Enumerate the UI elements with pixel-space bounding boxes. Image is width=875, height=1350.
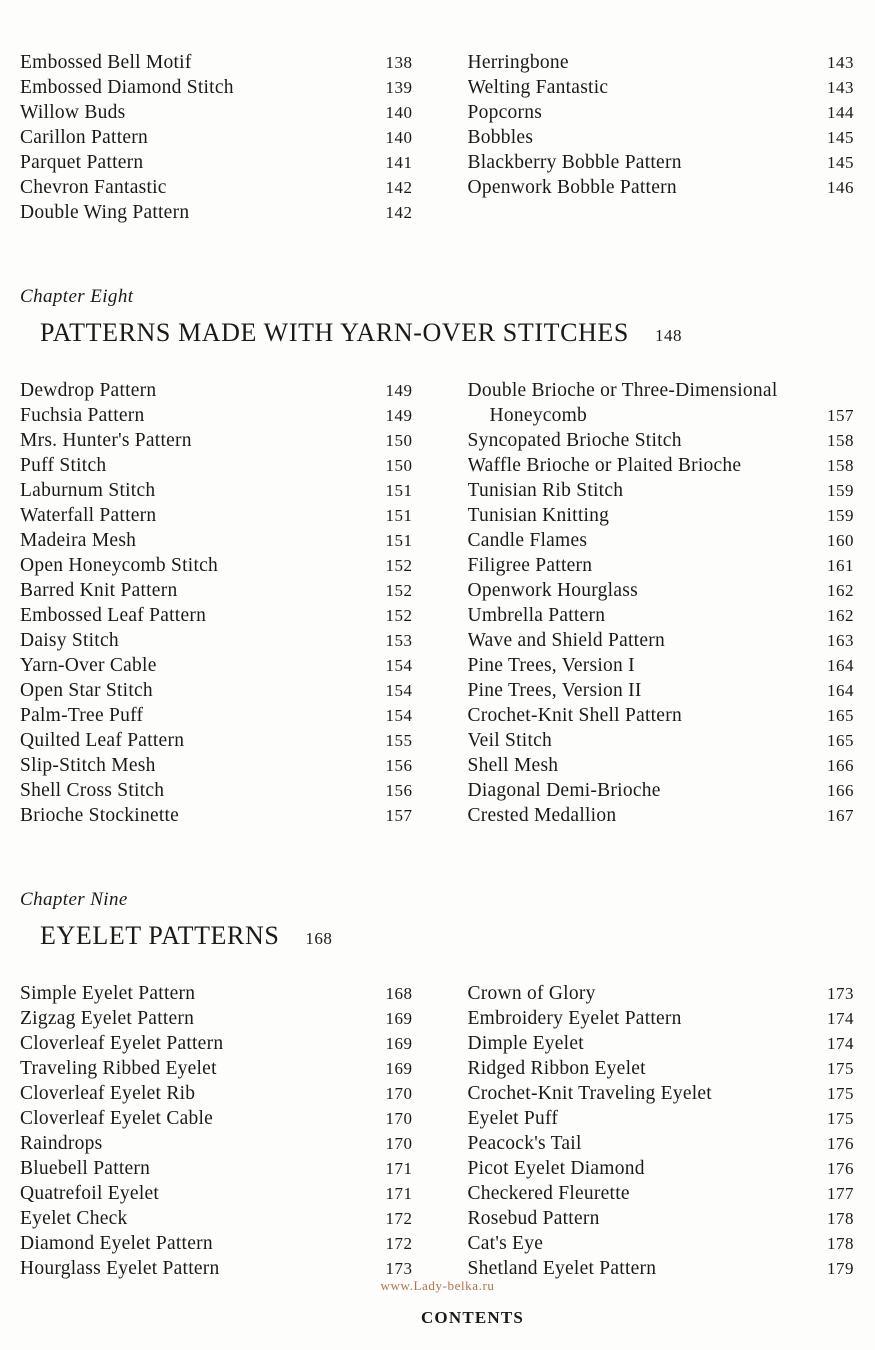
entry-page-number: 174 (827, 1034, 854, 1053)
entry-page-number: 163 (827, 631, 854, 650)
contents-entry[interactable] (20, 378, 420, 403)
entry-page-number: 143 (827, 78, 854, 97)
contents-entry[interactable] (468, 1206, 862, 1231)
entry-title: Filigree Pattern (467, 555, 593, 576)
entry-page-number: 142 (385, 178, 413, 197)
entry-title: Laburnum Stitch (20, 480, 156, 501)
entry-page-number: 165 (827, 731, 854, 750)
contents-entry[interactable] (468, 1081, 862, 1106)
entry-title: Waterfall Pattern (20, 505, 157, 526)
contents-entry[interactable] (20, 1006, 420, 1031)
contents-entry[interactable] (468, 1231, 862, 1256)
entry-title: Wave and Shield Pattern (467, 630, 666, 651)
contents-entry[interactable] (468, 981, 862, 1006)
entry-title: Double Wing Pattern (20, 202, 190, 223)
contents-entry[interactable] (20, 478, 420, 503)
entry-title: Traveling Ribbed Eyelet (20, 1058, 217, 1079)
entry-title: Open Star Stitch (20, 680, 153, 701)
contents-entry[interactable] (468, 628, 862, 653)
contents-entry[interactable] (20, 578, 420, 603)
contents-entry[interactable] (20, 778, 420, 803)
entry-title: Popcorns (467, 102, 543, 123)
entry-page-number: 142 (385, 203, 413, 222)
contents-entry[interactable] (468, 753, 862, 778)
contents-entry[interactable] (468, 728, 862, 753)
page-footer (0, 1308, 875, 1328)
entry-title: Carillon Pattern (20, 127, 149, 148)
chapter-label: Chapter Eight (20, 286, 134, 307)
contents-entry[interactable] (20, 50, 420, 75)
entry-column-left (0, 981, 438, 1281)
entry-title: Chevron Fantastic (20, 177, 167, 198)
entry-page-number: 159 (827, 481, 854, 500)
entry-page-number: 152 (385, 556, 413, 575)
entry-page-number: 160 (827, 531, 854, 550)
contents-entry[interactable] (20, 403, 420, 428)
contents-entry[interactable] (468, 1181, 862, 1206)
entry-page-number: 177 (827, 1184, 854, 1203)
entry-page-number: 149 (385, 406, 413, 425)
contents-entry[interactable] (20, 200, 420, 225)
entry-page-number: 161 (827, 556, 854, 575)
entry-page-number: 155 (385, 731, 413, 750)
entry-title: Puff Stitch (20, 455, 107, 476)
entry-page-number: 151 (385, 506, 413, 525)
entry-page-number: 138 (385, 53, 413, 72)
entry-block-chapter-eight (0, 378, 875, 828)
contents-entry[interactable] (468, 703, 862, 728)
contents-entry[interactable] (468, 175, 862, 200)
entry-page-number: 159 (827, 506, 854, 525)
contents-entry[interactable] (20, 150, 420, 175)
contents-entry[interactable] (20, 528, 420, 553)
contents-entry[interactable] (468, 1031, 862, 1056)
entry-title: Shell Mesh (467, 755, 559, 776)
contents-entry[interactable] (20, 125, 420, 150)
entry-title: Checkered Fleurette (467, 1183, 630, 1204)
entry-page-number: 166 (827, 781, 854, 800)
contents-entry[interactable] (20, 1131, 420, 1156)
entry-page-number: 158 (827, 431, 854, 450)
contents-entry[interactable] (468, 678, 862, 703)
entry-page-number: 170 (385, 1109, 413, 1128)
entry-title: Umbrella Pattern (467, 605, 606, 626)
entry-page-number: 156 (385, 781, 413, 800)
entry-page-number: 178 (827, 1234, 854, 1253)
entry-page-number: 152 (385, 581, 413, 600)
entry-page-number: 172 (385, 1209, 413, 1228)
entry-title: Welting Fantastic (467, 77, 609, 98)
contents-entry[interactable] (20, 453, 420, 478)
entry-page-number: 162 (827, 581, 854, 600)
entry-page-number: 146 (827, 178, 854, 197)
contents-entry[interactable] (468, 125, 862, 150)
contents-entry[interactable] (468, 653, 862, 678)
entry-title: Barred Knit Pattern (20, 580, 178, 601)
entry-title: Tunisian Knitting (467, 505, 610, 526)
entry-title: Honeycomb (489, 405, 588, 426)
entry-page-number: 158 (827, 456, 854, 475)
entry-title: Double Brioche or Three-Dimensional (467, 380, 778, 401)
chapter-page-number: 148 (654, 326, 682, 345)
contents-entry[interactable] (468, 803, 862, 828)
entry-title: Brioche Stockinette (20, 805, 180, 826)
contents-entry[interactable] (20, 1031, 420, 1056)
contents-entry[interactable] (20, 603, 420, 628)
entry-page-number: 140 (385, 103, 413, 122)
entry-title: Quatrefoil Eyelet (20, 1183, 160, 1204)
entry-title: Candle Flames (467, 530, 588, 551)
entry-page-number: 169 (385, 1034, 413, 1053)
entry-title: Eyelet Check (20, 1208, 128, 1229)
entry-title: Embossed Diamond Stitch (20, 77, 234, 98)
entry-page-number: 144 (827, 103, 854, 122)
chapter-title-row (0, 921, 875, 951)
contents-entry[interactable] (20, 175, 420, 200)
contents-entry[interactable] (468, 528, 862, 553)
entry-page-number: 174 (827, 1009, 854, 1028)
contents-entry[interactable] (20, 1181, 420, 1206)
entry-page-number: 143 (827, 53, 854, 72)
entry-page-number: 178 (827, 1209, 854, 1228)
entry-column-right (438, 981, 875, 1281)
chapter-nine-heading (0, 889, 875, 951)
entry-page-number: 171 (385, 1159, 413, 1178)
contents-entry[interactable] (468, 778, 862, 803)
contents-entry[interactable] (468, 553, 862, 578)
entry-title: Zigzag Eyelet Pattern (20, 1008, 195, 1029)
entry-title: Crown of Glory (467, 983, 596, 1004)
entry-title: Openwork Hourglass (467, 580, 638, 601)
entry-page-number: 140 (385, 128, 413, 147)
entry-page-number: 176 (827, 1159, 854, 1178)
contents-entry[interactable] (468, 603, 862, 628)
chapter-page-number: 168 (305, 929, 333, 948)
entry-title: Embossed Leaf Pattern (20, 605, 207, 626)
entry-page-number: 169 (385, 1009, 413, 1028)
chapter-title: PATTERNS MADE WITH YARN-OVER STITCHES (40, 318, 629, 347)
entry-title: Rosebud Pattern (467, 1208, 600, 1229)
entry-page-number: 171 (385, 1184, 413, 1203)
entry-title: Dimple Eyelet (467, 1033, 584, 1054)
contents-entry[interactable] (20, 503, 420, 528)
entry-title: Picot Eyelet Diamond (467, 1158, 645, 1179)
entry-page-number: 151 (385, 531, 413, 550)
contents-entry[interactable] (468, 1131, 862, 1156)
entry-page-number: 150 (385, 456, 413, 475)
entry-page-number: 168 (385, 984, 413, 1003)
entry-page-number: 151 (385, 481, 413, 500)
entry-title: Tunisian Rib Stitch (467, 480, 624, 501)
entry-title: Waffle Brioche or Plaited Brioche (467, 455, 742, 476)
entry-title: Peacock's Tail (467, 1133, 582, 1154)
entry-page-number: 175 (827, 1109, 854, 1128)
entry-title: Raindrops (20, 1133, 103, 1154)
contents-entry[interactable] (20, 553, 420, 578)
entry-block-continued (0, 50, 875, 225)
contents-entry[interactable] (468, 1106, 862, 1131)
entry-title: Dewdrop Pattern (20, 380, 157, 401)
chapter-label: Chapter Nine (20, 889, 128, 910)
entry-title: Pine Trees, Version II (467, 680, 642, 701)
contents-entry[interactable] (20, 753, 420, 778)
contents-entry[interactable] (20, 100, 420, 125)
contents-entry[interactable] (468, 150, 862, 175)
chapter-title: EYELET PATTERNS (40, 921, 280, 950)
entry-column-left (0, 378, 438, 828)
contents-entry[interactable] (20, 75, 420, 100)
entry-page-number: 145 (827, 153, 854, 172)
contents-entry[interactable] (20, 1231, 420, 1256)
entry-page-number: 165 (827, 706, 854, 725)
entry-page-number: 170 (385, 1134, 413, 1153)
entry-title: Parquet Pattern (20, 152, 144, 173)
entry-page-number: 176 (827, 1134, 854, 1153)
entry-block-chapter-nine (0, 981, 875, 1281)
entry-page-number: 172 (385, 1234, 413, 1253)
entry-title: Crested Medallion (467, 805, 617, 826)
entry-title: Crochet-Knit Shell Pattern (467, 705, 682, 726)
entry-page-number: 157 (385, 806, 413, 825)
contents-entry[interactable] (20, 803, 420, 828)
footer-label: CONTENTS (420, 1308, 525, 1327)
entry-page-number: 156 (385, 756, 413, 775)
entry-page-number: 157 (827, 406, 854, 425)
entry-page-number: 170 (385, 1084, 413, 1103)
entry-title: Embossed Bell Motif (20, 52, 192, 73)
entry-title: Pine Trees, Version I (467, 655, 635, 676)
contents-entry[interactable] (20, 728, 420, 753)
entry-page-number: 139 (385, 78, 413, 97)
entry-title: Veil Stitch (467, 730, 553, 751)
entry-title: Slip-Stitch Mesh (20, 755, 156, 776)
entry-title: Quilted Leaf Pattern (20, 730, 185, 751)
entry-page-number: 173 (385, 1259, 413, 1278)
entry-page-number: 167 (827, 806, 854, 825)
watermark: www.Lady-belka.ru (380, 1278, 495, 1293)
entry-title: Shetland Eyelet Pattern (467, 1258, 657, 1279)
entry-page-number: 169 (385, 1059, 413, 1078)
entry-page-number: 145 (827, 128, 854, 147)
entry-title: Embroidery Eyelet Pattern (467, 1008, 682, 1029)
entry-title: Willow Buds (20, 102, 126, 123)
contents-entry[interactable] (20, 981, 420, 1006)
entry-title: Simple Eyelet Pattern (20, 983, 196, 1004)
entry-title: Hourglass Eyelet Pattern (20, 1258, 220, 1279)
entry-title: Openwork Bobble Pattern (467, 177, 677, 198)
contents-entry[interactable] (468, 75, 862, 100)
entry-title: Herringbone (467, 52, 569, 73)
entry-title: Ridged Ribbon Eyelet (467, 1058, 646, 1079)
chapter-title-row (0, 318, 875, 348)
entry-title: Open Honeycomb Stitch (20, 555, 219, 576)
entry-title: Cloverleaf Eyelet Cable (20, 1108, 214, 1129)
contents-entry[interactable] (20, 1081, 420, 1106)
chapter-eight-heading (0, 286, 875, 348)
entry-column-right (438, 378, 875, 828)
contents-entry[interactable] (468, 428, 862, 453)
entry-title: Diagonal Demi-Brioche (467, 780, 661, 801)
entry-page-number: 154 (385, 706, 413, 725)
entry-page-number: 149 (385, 381, 413, 400)
entry-title: Mrs. Hunter's Pattern (20, 430, 192, 451)
entry-column-left (0, 50, 438, 225)
contents-entry[interactable] (468, 378, 862, 403)
contents-entry[interactable] (20, 1156, 420, 1181)
entry-title: Bluebell Pattern (20, 1158, 151, 1179)
contents-entry[interactable] (468, 403, 862, 428)
contents-entry[interactable] (468, 453, 862, 478)
contents-entry[interactable] (468, 478, 862, 503)
entry-title: Cat's Eye (467, 1233, 544, 1254)
entry-page-number: 141 (385, 153, 413, 172)
contents-entry[interactable] (20, 678, 420, 703)
entry-title: Cloverleaf Eyelet Pattern (20, 1033, 224, 1054)
contents-entry[interactable] (468, 1056, 862, 1081)
entry-page-number: 164 (827, 656, 854, 675)
entry-page-number: 173 (827, 984, 854, 1003)
entry-page-number: 179 (827, 1259, 854, 1278)
entry-page-number: 152 (385, 606, 413, 625)
entry-title: Palm-Tree Puff (20, 705, 144, 726)
entry-title: Daisy Stitch (20, 630, 119, 651)
entry-title: Cloverleaf Eyelet Rib (20, 1083, 196, 1104)
contents-entry[interactable] (468, 1006, 862, 1031)
contents-entry[interactable] (20, 653, 420, 678)
entry-page-number: 150 (385, 431, 413, 450)
entry-page-number: 175 (827, 1059, 854, 1078)
contents-entry[interactable] (20, 1056, 420, 1081)
entry-page-number: 162 (827, 606, 854, 625)
entry-title: Fuchsia Pattern (20, 405, 145, 426)
contents-entry[interactable] (20, 703, 420, 728)
contents-entry[interactable] (20, 1106, 420, 1131)
contents-entry[interactable] (468, 503, 862, 528)
contents-entry[interactable] (20, 428, 420, 453)
entry-title: Diamond Eyelet Pattern (20, 1233, 213, 1254)
contents-entry[interactable] (468, 1156, 862, 1181)
contents-entry[interactable] (468, 578, 862, 603)
contents-entry[interactable] (468, 50, 862, 75)
entry-page-number: 154 (385, 656, 413, 675)
entry-page-number: 154 (385, 681, 413, 700)
entry-title: Madeira Mesh (20, 530, 137, 551)
entry-title: Crochet-Knit Traveling Eyelet (467, 1083, 712, 1104)
contents-entry[interactable] (20, 628, 420, 653)
entry-title: Syncopated Brioche Stitch (467, 430, 682, 451)
contents-entry[interactable] (468, 100, 862, 125)
entry-page-number: 164 (827, 681, 854, 700)
contents-entry[interactable] (20, 1206, 420, 1231)
entry-title: Blackberry Bobble Pattern (467, 152, 682, 173)
entry-page-number: 166 (827, 756, 854, 775)
entry-page-number: 153 (385, 631, 413, 650)
entry-page-number: 175 (827, 1084, 854, 1103)
entry-title: Bobbles (467, 127, 534, 148)
entry-title: Yarn-Over Cable (20, 655, 157, 676)
entry-title: Eyelet Puff (467, 1108, 559, 1129)
entry-title: Shell Cross Stitch (20, 780, 165, 801)
entry-column-right (438, 50, 875, 225)
